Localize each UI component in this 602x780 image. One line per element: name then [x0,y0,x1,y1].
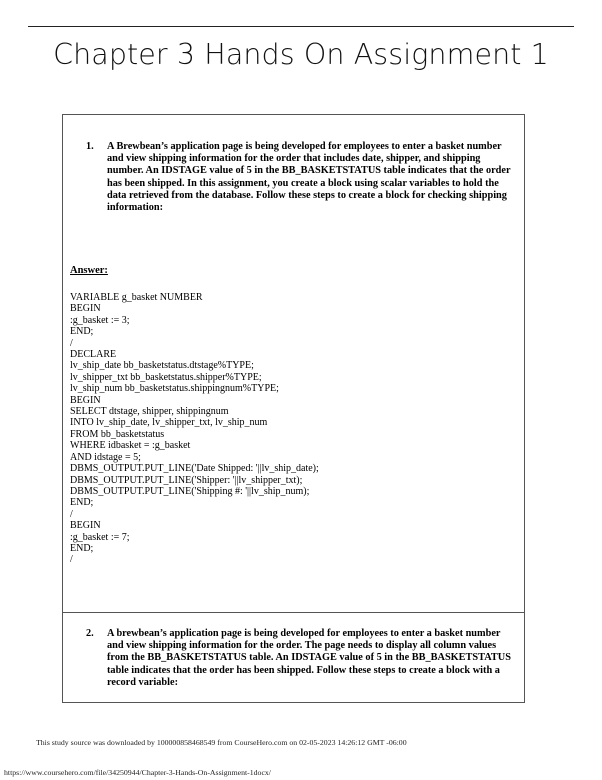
code-line: :g_basket := 7; [70,531,130,543]
source-url: https://www.coursehero.com/file/34250944/Chapter-3-Hands-On-Assignment-1docx/ [4,768,271,777]
code-line: lv_ship_date bb_basketstatus.dtstage%TYPE; [70,360,254,372]
code-line: :g_basket := 3; [70,314,130,326]
code-line: END; [70,326,94,338]
question-divider [62,612,525,613]
question-text: A brewbean’s application page is being developed for employees to enter a basket number and view shipping information for the order. The page needs to display all column values from the BB_BASKETSTATUS table. An IDSTAGE value of 5 in the BB_BASKETSTATUS table indicates that the order has been shipped. Follow these steps to create a block with a record variable: [107,628,511,688]
code-line: INTO lv_ship_date, lv_shipper_txt, lv_ship_num [70,417,268,429]
code-line: VARIABLE g_basket NUMBER [70,292,203,303]
code-line: BEGIN [70,394,101,406]
code-line: END; [70,542,94,554]
code-line: DECLARE [70,349,117,361]
code-line: END; [70,497,94,509]
code-line: SELECT dtstage, shipper, shippingnum [70,406,229,418]
code-line: BEGIN [70,303,101,315]
code-line: / [70,554,73,566]
code-line: / [70,337,73,349]
question-number: 2. [86,628,94,639]
code-line: DBMS_OUTPUT.PUT_LINE('Date Shipped: '||lv_ship_date); [70,463,319,475]
code-line: DBMS_OUTPUT.PUT_LINE('Shipper: '||lv_shipper_txt); [70,474,303,486]
top-rule [28,26,574,27]
code-line: lv_shipper_txt bb_basketstatus.shipper%TYPE; [70,371,262,383]
answer-code [70,292,319,566]
code-line: lv_ship_num bb_basketstatus.shippingnum%TYPE; [70,383,279,395]
code-line: / [70,508,73,520]
code-line: AND idstage = 5; [70,451,141,463]
code-line: FROM bb_basketstatus [70,428,165,440]
code-line: BEGIN [70,520,101,532]
question-number: 1. [86,141,94,152]
page-title: Chapter 3 Hands On Assignment 1 [53,38,549,71]
question-text: A Brewbean’s application page is being developed for employees to enter a basket number and view shipping information for the order that includes date, shipper, and shipping number. An IDSTAGE value of 5 in the BB_BASKETSTATUS table indicates that the order has been shipped. In this assignment, you create a block using scalar variables to hold the data retrieved from the database. Follow these steps to create a block for checking shipping information: [107,141,511,214]
code-line: DBMS_OUTPUT.PUT_LINE('Shipping #: '||lv_ship_num); [70,485,310,497]
download-notice: This study source was downloaded by 100000858468549 from CourseHero.com on 02-05-2023 14:26:12 GMT -06:00 [36,738,407,747]
answer-label: Answer: [70,265,108,276]
code-line: WHERE idbasket = :g_basket [70,440,191,452]
